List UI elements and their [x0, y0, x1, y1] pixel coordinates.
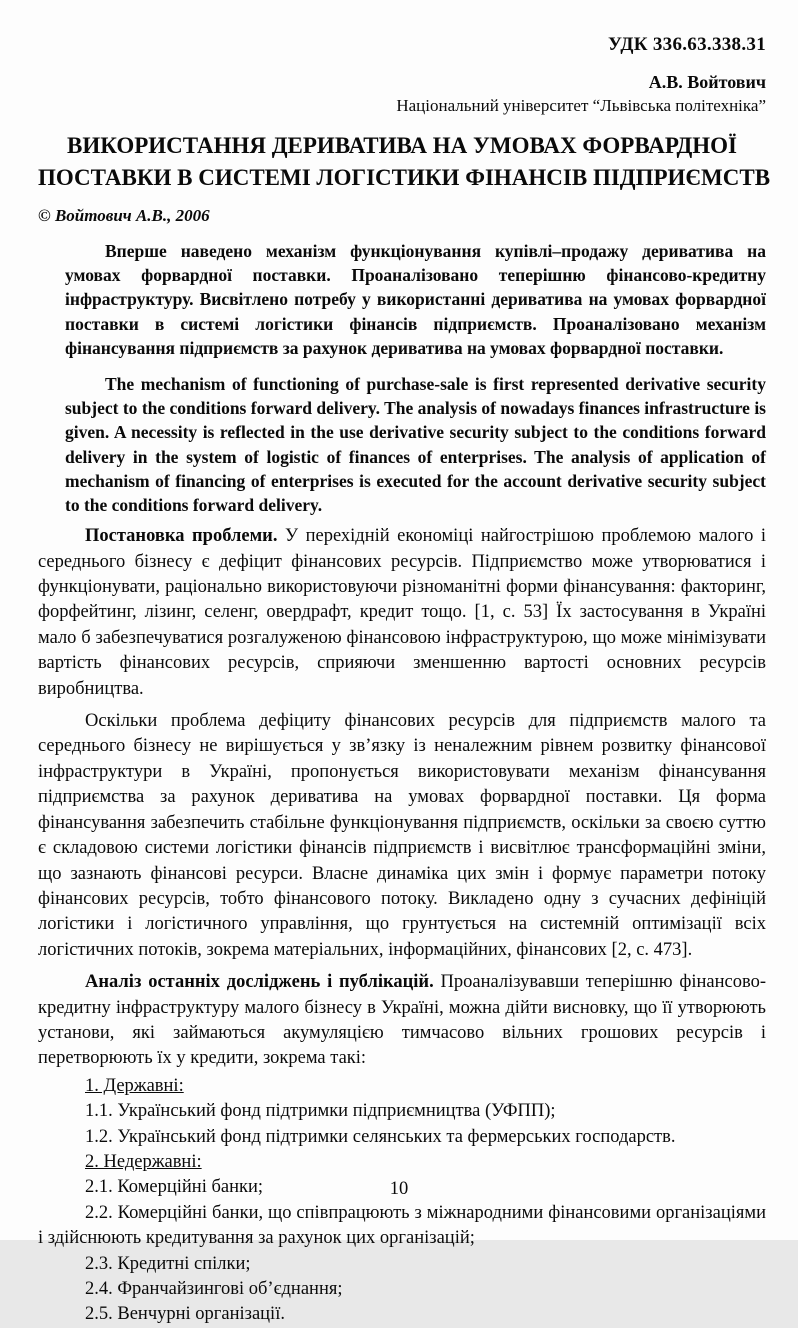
list-item-2-4: 2.4. Франчайзингові об’єднання; — [85, 1279, 343, 1300]
list-item-state-heading: 1. Державні: — [85, 1075, 184, 1096]
copyright-line: © Войтович А.В., 2006 — [38, 206, 210, 225]
page-number: 10 — [389, 1179, 409, 1199]
section-text-financing-mechanism: Оскільки проблема дефіциту фінансових ресурсів для підприємств малого та середнього бізнесу не вирішується у зв’язку із неналежним рівнем розвитку фінансової інфраструктури в Україні, пропонується використовувати механізм фінансування підприємства за рахунок дериватива на умовах форвардної поставки. Ця форма фінансування забезпечить стабільне функціонування підприємств, оскільки за своєю суттю є складовою системи логістики фінансів підприємств і висвітлює трансформаційні зміни, що зазнають фінансові ресурси. Власне динаміка цих змін і формує параметри потоку фінансових ресурсів, тобто фінансового потоку. Викладено одну з сучасних дефініцій логістики і логістичного управління, що грунтується на системній оптимізації всіх логістичних потоків, зокрема матеріальних, інформаційних, фінансових [2, с. 473]. — [38, 711, 766, 960]
list-item-2-3: 2.3. Кредитні спілки; — [85, 1253, 251, 1274]
paragraph-problem-statement — [38, 524, 766, 702]
section-lead-recent-research: Аналіз останніх досліджень і публікацій. — [85, 972, 434, 993]
section-text-problem-statement: У перехідній економіці найгострішою проблемою малого і середнього бізнесу є дефіцит фінансових ресурсів. Підприємство може утворюватися і функціонувати, раціонально використовуючи різноманітні форми фінансування: факторинг, форфейтинг, лізинг, селенг, овердрафт, кредит тощо. [1, с. 53] Їх застосування в Україні мало б забезпечуватися розгалуженою фінансовою інфраструктурою, що може мінімізувати вартість фінансових ресурсів, сприяючи зменшенню вартості основних ресурсів виробництва. — [38, 526, 767, 699]
paragraph-recent-research — [38, 970, 766, 1072]
document-header — [38, 34, 766, 116]
list-item-2-5: 2.5. Венчурні організації. — [85, 1304, 285, 1325]
list-item-1-1: 1.1. Український фонд підтримки підприємництва (УФПП); — [85, 1101, 556, 1122]
abstract-english: The mechanism of functioning of purchase-sale is first represented derivative security subject to the conditions forward delivery. The analysis of nowadays finances infrastructure is given. A necessity is reflected in the use derivative security subject to the conditions forward delivery in the system of logistic of finances of enterprises. The analysis of application of mechanism of financing of enterprises is executed for the account derivative security subject to the conditions forward delivery. — [65, 374, 766, 516]
list-item-2-1: 2.1. Комерційні банки; — [85, 1177, 264, 1198]
article-title-line-1: ВИКОРИСТАННЯ ДЕРИВАТИВА НА УМОВАХ ФОРВАРДНОЇ — [67, 133, 737, 158]
author-name: А.В. Войтович — [648, 72, 766, 92]
list-item-nonstate-heading: 2. Недержавні: — [85, 1151, 202, 1172]
abstract-ukrainian: Вперше наведено механізм функціонування купівлі–продажу дериватива на умовах форвардної поставки. Проаналізовано теперішню фінансово-кредитну інфраструктуру. Висвітлено потребу у використанні дериватива на умовах форвардної поставки в системі логістики фінансів підприємств. Проаналізовано механізм фінансування підприємств за рахунок дериватива на умовах форвардної поставки. — [65, 241, 766, 358]
section-lead-problem-statement: Постановка проблеми. — [85, 526, 278, 547]
article-title-line-2: ПОСТАВКИ В СИСТЕМІ ЛОГІСТИКИ ФІНАНСІВ ПІДПРИЄМСТВ — [38, 165, 771, 190]
list-item-2-2: 2.2. Комерційні банки, що співпрацюють з міжнародними фінансовими організаціями і здійснюють кредитування за рахунок цих організацій; — [38, 1202, 766, 1249]
list-item-1-2: 1.2. Український фонд підтримки селянських та фермерських господарств. — [85, 1126, 676, 1147]
affiliation: Національний університет “Львівська політехніка” — [396, 96, 766, 115]
paragraph-financing-mechanism — [38, 709, 766, 963]
institutions-list — [38, 1074, 766, 1328]
section-text-recent-research: Проаналізувавши теперішню фінансово-кредитну інфраструктуру малого бізнесу в Україні, можна дійти висновку, що її утворюють установи, які займаються акумуляцією тимчасово вільних грошових ресурсів і перетворюють їх у кредити, зокрема такі: — [38, 972, 767, 1069]
udc-code: УДК 336.63.338.31 — [608, 34, 766, 55]
article-title — [38, 130, 771, 194]
